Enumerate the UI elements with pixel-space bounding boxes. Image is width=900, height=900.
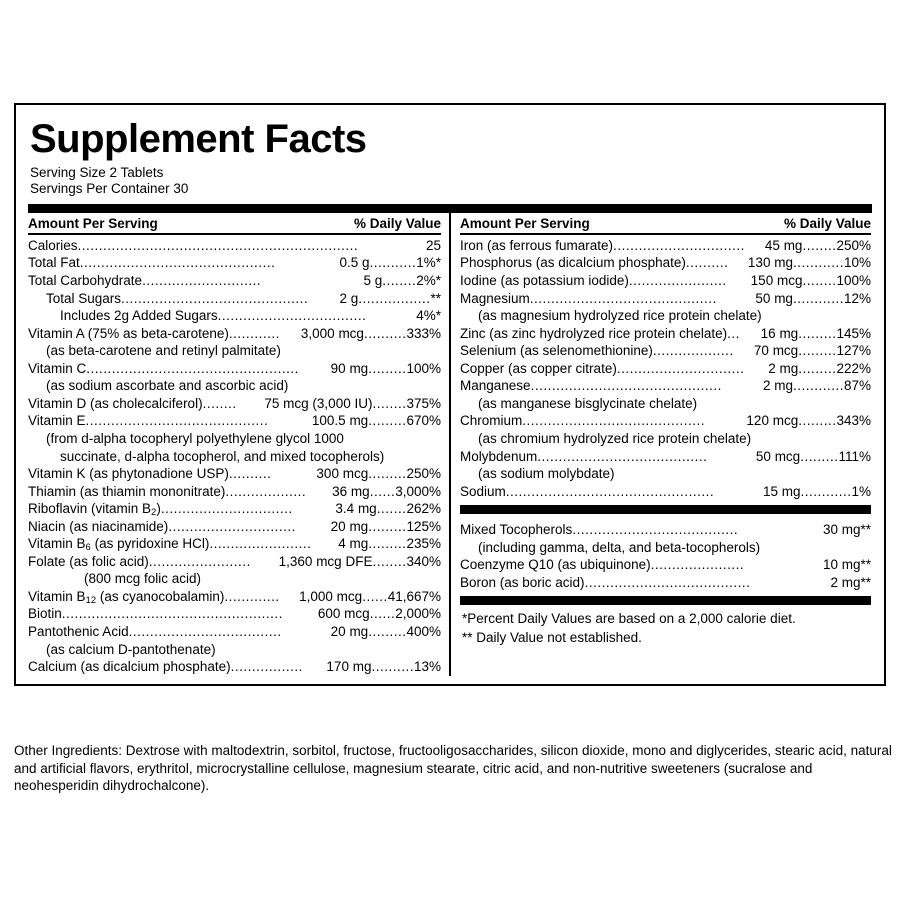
nutrient-daily-value: 12% [843,290,871,306]
nutrient-amount: 20 mg [330,623,369,639]
nutrient-note: (as sodium molybdate) [478,466,615,482]
nutrient-amount: 170 mg [326,659,372,675]
nutrient-row [28,412,441,430]
nutrient-row [28,290,441,308]
leader-dots: .................................................................. [77,237,359,253]
nutrient-row [28,325,441,343]
leader-dots-2: ......... [368,466,407,482]
leader-dots-2: ........ [372,395,407,411]
leader-dots-2: ......... [368,413,407,429]
nutrient-row [28,395,441,413]
leader-dots: .............................. [168,518,296,534]
leader-dots-2: ......... [368,536,407,552]
nutrient-name: Vitamin D (as cholecalciferol) [28,395,203,411]
nutrient-amount: 120 mcg [746,413,799,429]
nutrient-name: Vitamin E [28,413,86,429]
nutrient-amount: 300 mcg [316,466,369,482]
nutrient-daily-value: 222% [836,360,871,376]
leader-dots: ........................................... [85,413,269,429]
leader-dots-2: ........ [372,553,407,569]
nutrient-name: Copper (as copper citrate) [460,360,617,376]
nutrient-note: (as manganese bisglycinate chelate) [478,395,698,411]
nutrient-row [28,500,441,518]
leader-dots: ........ [202,395,237,411]
leader-dots: ................... [652,343,734,359]
leader-dots: .................................... [128,623,282,639]
nutrient-amount: 600 mcg [317,606,370,622]
nutrient-name: Manganese [460,378,531,394]
leader-dots: ........................ [209,536,312,552]
leader-dots-2: ............ [792,290,844,306]
nutrient-row [460,360,871,378]
nutrient-daily-value: ** [430,290,441,306]
nutrient-amount: 2 g [339,290,359,306]
leader-dots-2: .......... [363,325,407,341]
leader-dots: ...................... [650,557,745,573]
nutrient-amount: 30 mg [822,522,861,538]
amount-per-serving-label-right: Amount Per Serving [460,215,590,231]
nutrient-row [460,483,871,501]
leader-dots-2: ......... [798,343,837,359]
nutrient-amount: 100.5 mg [311,413,369,429]
nutrient-daily-value: 10% [843,255,871,271]
nutrient-note: (800 mcg folic acid) [84,571,202,587]
nutrient-daily-value: 670% [406,413,441,429]
nutrient-name: Calories [28,237,78,253]
nutrient-daily-value: ** [860,522,871,538]
nutrient-note: (as sodium ascorbate and ascorbic acid) [46,378,289,394]
nutrient-amount: 130 mg [747,255,793,271]
nutrient-name: Magnesium [460,290,530,306]
leader-dots-2: ......... [368,623,407,639]
nutrient-name: Molybdenum [460,448,538,464]
nutrient-daily-value: 343% [836,413,871,429]
nutrient-note: succinate, d-alpha tocopherol, and mixed tocopherols) [60,448,385,464]
leader-dots-2: ...... [369,483,396,499]
footnote-percent-dv: *Percent Daily Values are based on a 2,000 calorie diet. [462,611,796,627]
leader-dots-2: ......... [368,518,407,534]
nutrient-name: Chromium [460,413,523,429]
column-header-left [28,213,441,235]
nutrient-name: Boron (as boric acid) [460,574,585,590]
nutrient-amount: 70 mcg [753,343,799,359]
nutrient-daily-value: 262% [406,501,441,517]
nutrient-amount: 75 mcg (3,000 IU) [264,395,373,411]
nutrient-amount: 3,000 mcg [300,325,364,341]
nutrient-daily-value: 100% [406,360,441,376]
amount-per-serving-label: Amount Per Serving [28,215,158,231]
page-title: Supplement Facts [30,117,367,161]
nutrient-daily-value: 4%* [416,308,441,324]
facts-panel [14,103,886,686]
nutrient-row [460,290,871,308]
nutrient-row [28,483,441,501]
nutrient-amount: 3.4 mg [335,501,377,517]
leader-dots: ................... [225,483,307,499]
nutrient-row [460,448,871,466]
leader-dots: ............................ [142,273,262,289]
leader-dots: ............................... [160,501,293,517]
nutrient-name: Coenzyme Q10 (as ubiquinone) [460,557,651,573]
nutrient-row [28,254,441,272]
leader-dots: ............................................ [529,290,717,306]
nutrient-row [460,342,871,360]
nutrient-amount: 20 mg [330,518,369,534]
footnotes [460,610,871,646]
nutrient-row [28,307,441,325]
divider-band-footnotes [460,596,871,605]
nutrient-rows-right-secondary [460,519,871,591]
leader-dots-2: ......... [798,413,837,429]
nutrient-amount: 50 mcg [755,448,801,464]
leader-dots: ............. [224,588,280,604]
leader-dots: ....................................... [572,522,739,538]
nutrient-name: Includes 2g Added Sugars [60,308,218,324]
nutrient-daily-value: 2,000% [395,606,441,622]
leader-dots: .................................................... [61,606,283,622]
nutrient-name: Selenium (as selenomethionine) [460,343,653,359]
leader-dots-2: ........... [369,255,417,271]
nutrient-columns [28,213,872,676]
leader-dots: ........................ [148,553,251,569]
leader-dots: ................. [230,659,303,675]
column-header-right [460,213,871,235]
nutrient-daily-value: 2%* [416,273,441,289]
nutrient-daily-value: 340% [406,553,441,569]
nutrient-amount: 2 mg [768,360,799,376]
nutrient-amount: 15 mg [762,483,801,499]
nutrient-amount: 50 mg [755,290,793,306]
nutrient-note: (including gamma, delta, and beta-tocopherols) [478,539,761,555]
nutrient-row [28,605,441,623]
nutrient-name: Sodium [460,483,506,499]
footnote-dv-not-established: ** Daily Value not established. [462,629,642,645]
nutrient-row [460,272,871,290]
nutrient-name: Total Fat [28,255,80,271]
nutrient-name: Zinc (as zinc hydrolyzed rice protein chelate) [460,325,728,341]
nutrient-amount: 16 mg [760,325,799,341]
nutrient-amount: 4 mg [338,536,369,552]
nutrient-name: Mixed Tocopherols [460,522,573,538]
leader-dots-2: .......... [371,659,414,675]
nutrient-row [460,325,871,343]
nutrient-daily-value: 100% [836,273,871,289]
nutrient-amount: 1,360 mcg DFE [278,553,373,569]
nutrient-row [28,588,441,606]
nutrient-name: Biotin [28,606,62,622]
nutrient-name: Vitamin C [28,360,87,376]
nutrient-row [28,553,441,571]
nutrient-amount: 25 [425,237,441,253]
nutrient-name: Total Sugars [46,290,122,306]
leader-dots: ........................................ [537,448,708,464]
nutrient-row [28,465,441,483]
leader-dots-2: ............ [792,378,844,394]
nutrient-daily-value: 127% [836,343,871,359]
nutrient-row [28,658,441,676]
nutrient-daily-value: 13% [413,659,441,675]
nutrient-rows-right [460,235,871,500]
leader-dots-2: ...... [362,588,388,604]
nutrient-amount: 90 mg [330,360,369,376]
daily-value-label-right: % Daily Value [783,215,871,231]
nutrient-amount: 2 mg [830,574,861,590]
nutrient-column-left [28,213,450,676]
nutrient-daily-value: 87% [843,378,871,394]
leader-dots: ............ [228,325,280,341]
nutrient-daily-value: 41,667% [387,588,441,604]
nutrient-row [28,518,441,536]
nutrient-rows-left [28,235,441,676]
leader-dots: ... [727,325,740,341]
nutrient-note: (as calcium D-pantothenate) [46,641,216,657]
nutrient-row [460,237,871,255]
nutrient-row [28,272,441,290]
leader-dots: ............................................ [121,290,309,306]
nutrient-daily-value: 400% [406,623,441,639]
nutrient-daily-value: 125% [406,518,441,534]
nutrient-daily-value: 250% [406,466,441,482]
leader-dots: ....................................... [584,574,751,590]
leader-dots: ....................... [628,273,727,289]
nutrient-name: Calcium (as dicalcium phosphate) [28,659,231,675]
nutrient-note: (as chromium hydrolyzed rice protein chelate) [478,430,752,446]
serving-size: Serving Size 2 Tablets [30,165,164,180]
leader-dots-2: ................. [358,290,431,306]
nutrient-name: Iodine (as potassium iodide) [460,273,629,289]
nutrient-name: Phosphorus (as dicalcium phosphate) [460,255,686,271]
nutrient-name: Pantothenic Acid [28,623,129,639]
nutrient-daily-value: 250% [836,237,871,253]
other-ingredients: Other Ingredients: Dextrose with maltodextrin, sorbitol, fructose, fructooligosaccharides, silicon dioxide, mono and diglycerides, stearic acid, natural and artificial flavors, erythritol, microcrystalline cellulose, magnesium stearate, citric acid, and non-nutritive sweeteners (sucralose and neohesperidin dihydrochalcone). [14,743,892,794]
nutrient-row [28,237,441,255]
leader-dots-2: ........ [802,237,837,253]
leader-dots-2: ......... [798,360,837,376]
nutrient-daily-value: 111% [838,448,871,464]
nutrient-amount: 150 mcg [750,273,803,289]
nutrient-row [460,556,871,574]
leader-dots-2: ......... [800,448,839,464]
nutrient-name: Niacin (as niacinamide) [28,518,169,534]
nutrient-daily-value: 375% [406,395,441,411]
nutrient-daily-value: ** [860,574,871,590]
nutrient-daily-value: 1%* [416,255,441,271]
nutrient-name: Riboflavin (vitamin $B_2$) [28,501,161,518]
nutrient-name: Folate (as folic acid) [28,553,149,569]
leader-dots: ........................................... [522,413,706,429]
leader-dots-2: ...... [369,606,396,622]
divider-thick-top [28,204,872,213]
leader-dots: .......... [685,255,729,271]
leader-dots-2: ............ [792,255,844,271]
nutrient-note: (as beta-carotene and retinyl palmitate) [46,343,281,359]
nutrient-name: Iron (as ferrous fumarate) [460,237,614,253]
nutrient-note: (as magnesium hydrolyzed rice protein chelate) [478,308,762,324]
nutrient-column-right [449,213,871,676]
leader-dots: .......... [228,466,272,482]
nutrient-name: Thiamin (as thiamin mononitrate) [28,483,226,499]
nutrient-amount: 2 mg [762,378,793,394]
nutrient-name: Total Carbohydrate [28,273,143,289]
nutrient-daily-value: 235% [406,536,441,552]
leader-dots: ................................... [217,308,367,324]
nutrient-daily-value: 1% [851,483,871,499]
nutrient-row [28,535,441,553]
leader-dots: .................................................. [86,360,299,376]
nutrient-daily-value: 145% [836,325,871,341]
nutrient-row [460,254,871,272]
leader-dots: .............................. [616,360,745,376]
nutrient-amount: 1,000 mcg [299,588,363,604]
nutrient-row [460,574,871,592]
nutrient-name: Vitamin K (as phytonadione USP) [28,466,229,482]
nutrient-name: Vitamin $B_{12}$ (as cyanocobalamin) [28,588,225,606]
daily-value-label: % Daily Value [353,215,441,231]
nutrient-amount: 45 mg [764,237,803,253]
leader-dots-2: ............ [800,483,852,499]
nutrient-name: Vitamin $B_6$ (as pyridoxine HCl) [28,536,210,553]
nutrient-note: (from d-alpha tocopheryl polyethylene glycol 1000 [46,430,344,446]
leader-dots-2: ........ [802,273,837,289]
nutrient-row [28,623,441,641]
nutrient-amount: 10 mg [822,557,861,573]
divider-band-middle [460,505,871,514]
leader-dots-2: ........ [382,273,417,289]
nutrient-row [460,412,871,430]
nutrient-row [460,521,871,539]
nutrient-daily-value: ** [860,557,871,573]
nutrient-amount: 0.5 g [339,255,370,271]
nutrient-daily-value: 3,000% [395,483,441,499]
nutrient-row [460,377,871,395]
servings-per-container: Servings Per Container 30 [30,181,189,197]
leader-dots-2: ....... [376,501,407,517]
nutrient-row [28,360,441,378]
nutrient-amount: 36 mg [332,483,370,499]
leader-dots: ............................... [613,237,745,253]
nutrient-name: Vitamin A (75% as beta-carotene) [28,325,229,341]
nutrient-daily-value: 333% [406,325,441,341]
nutrient-amount: 5 g [363,273,383,289]
leader-dots-2: ......... [368,360,407,376]
leader-dots: .............................................. [79,255,276,271]
leader-dots: ............................................. [530,378,722,394]
leader-dots-2: ......... [798,325,837,341]
leader-dots: ................................................. [505,483,715,499]
